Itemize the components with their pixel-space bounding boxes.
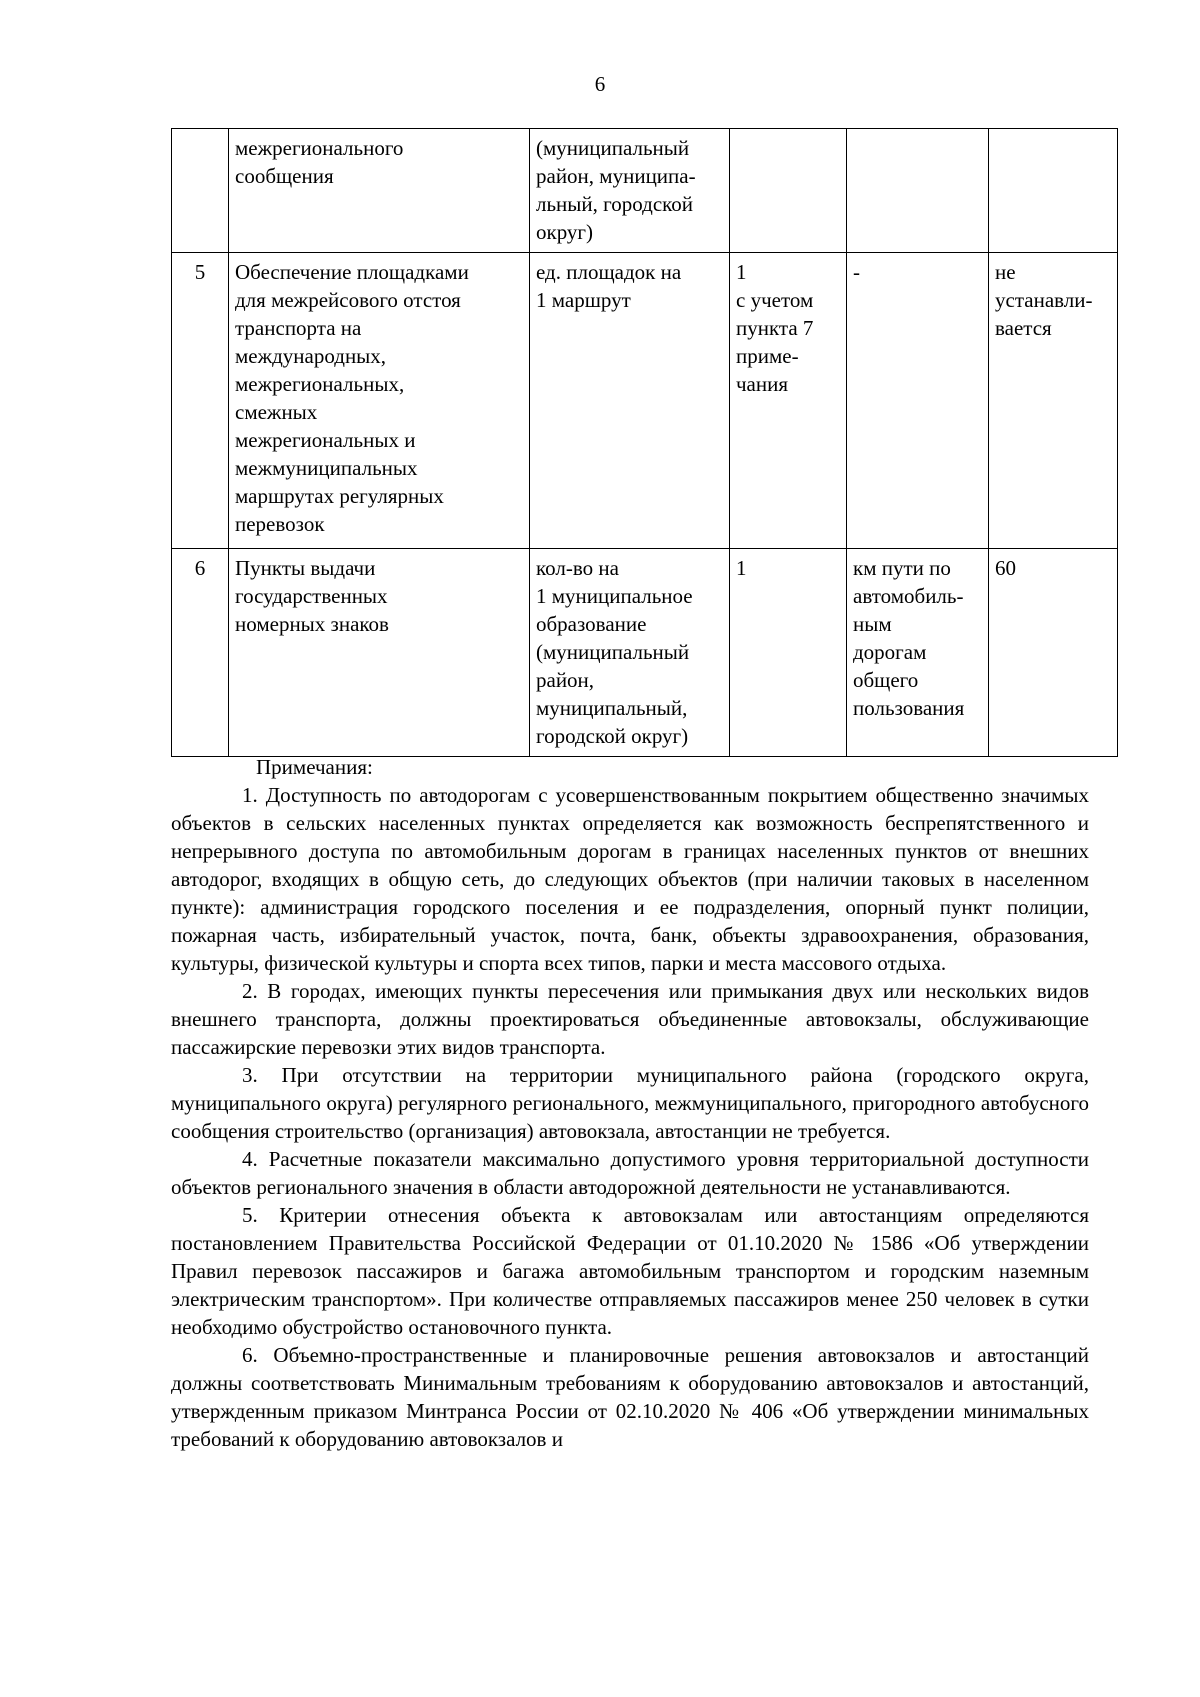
accessibility-value: не устанавли- вается [989,253,1118,549]
note-paragraph: 2. В городах, имеющих пункты пересечения или примыкания двух или нескольких видов внешнего транспорта, должны проектироваться объединенные автовокзалы, обслуживающие пассажирские перевозки этих видов транспорта. [171,979,1089,1059]
indicator-value: 1 с учетом пункта 7 приме- чания [730,253,847,549]
unit-of-measure: ед. площадок на 1 маршрут [530,253,730,549]
row-number [172,129,229,253]
indicator-name: Пункты выдачи государственных номерных знаков [229,549,530,757]
unit-of-measure: (муниципальный район, муниципа- льный, городской округ) [530,129,730,253]
row-number: 5 [172,253,229,549]
standards-table [171,128,1118,757]
note-paragraph: 6. Объемно-пространственные и планировочные решения автовокзалов и автостанций должны соответствовать Минимальным требованиям к оборудованию автовокзалов и автостанций, утвержденным приказом Минтранса России от 02.10.2020 № 406 «Об утверждении минимальных требований к оборудованию автовокзалов и [171,1343,1089,1451]
accessibility-value [989,129,1118,253]
indicator-value: 1 [730,549,847,757]
accessibility-unit [847,129,989,253]
accessibility-value: 60 [989,549,1118,757]
table-row [172,253,1118,549]
note-paragraph: 3. При отсутствии на территории муниципального района (городского округа, муниципального округа) регулярного регионального, межмуниципального, пригородного автобусного сообщения строительство (организация) автовокзала, автостанции не требуется. [171,1063,1089,1143]
accessibility-unit: км пути по автомобиль- ным дорогам общего пользования [847,549,989,757]
row-number: 6 [172,549,229,757]
note-paragraph: 4. Расчетные показатели максимально допустимого уровня территориальной доступности объектов регионального значения в области автодорожной деятельности не устанавливаются. [171,1147,1089,1199]
indicator-name: Обеспечение площадками для межрейсового отстоя транспорта на международных, межрегиональных, смежных межрегиональных и межмуниципальных маршрутах регулярных перевозок [229,253,530,549]
table-row [172,549,1118,757]
notes-section [171,753,1089,1453]
notes-heading: Примечания: [256,755,373,779]
indicator-name: межрегионального сообщения [229,129,530,253]
unit-of-measure: кол-во на 1 муниципальное образование (муниципальный район, муниципальный, городской округ) [530,549,730,757]
note-paragraph: 5. Критерии отнесения объекта к автовокзалам или автостанциям определяются постановлением Правительства Российской Федерации от 01.10.2020 № 1586 «Об утверждении Правил перевозок пассажиров и багажа автомобильным транспортом и городским наземным электрическим транспортом». При количестве отправляемых пассажиров менее 250 человек в сутки необходимо обустройство остановочного пункта. [171,1203,1089,1339]
accessibility-unit: - [847,253,989,549]
indicator-value [730,129,847,253]
table-row [172,129,1118,253]
note-paragraph: 1. Доступность по автодорогам с усовершенствованным покрытием общественно значимых объектов в сельских населенных пунктах определяется как возможность беспрепятственного и непрерывного доступа по автомобильным дорогам в границах населенных пунктов от внешних автодорог, входящих в общую сеть, до следующих объектов (при наличии таковых в населенном пункте): администрация городского поселения и ее подразделения, опорный пункт полиции, пожарная часть, избирательный участок, почта, банк, объекты здравоохранения, образования, культуры, физической культуры и спорта всех типов, парки и места массового отдыха. [171,783,1089,975]
page-number: 6 [594,72,606,96]
